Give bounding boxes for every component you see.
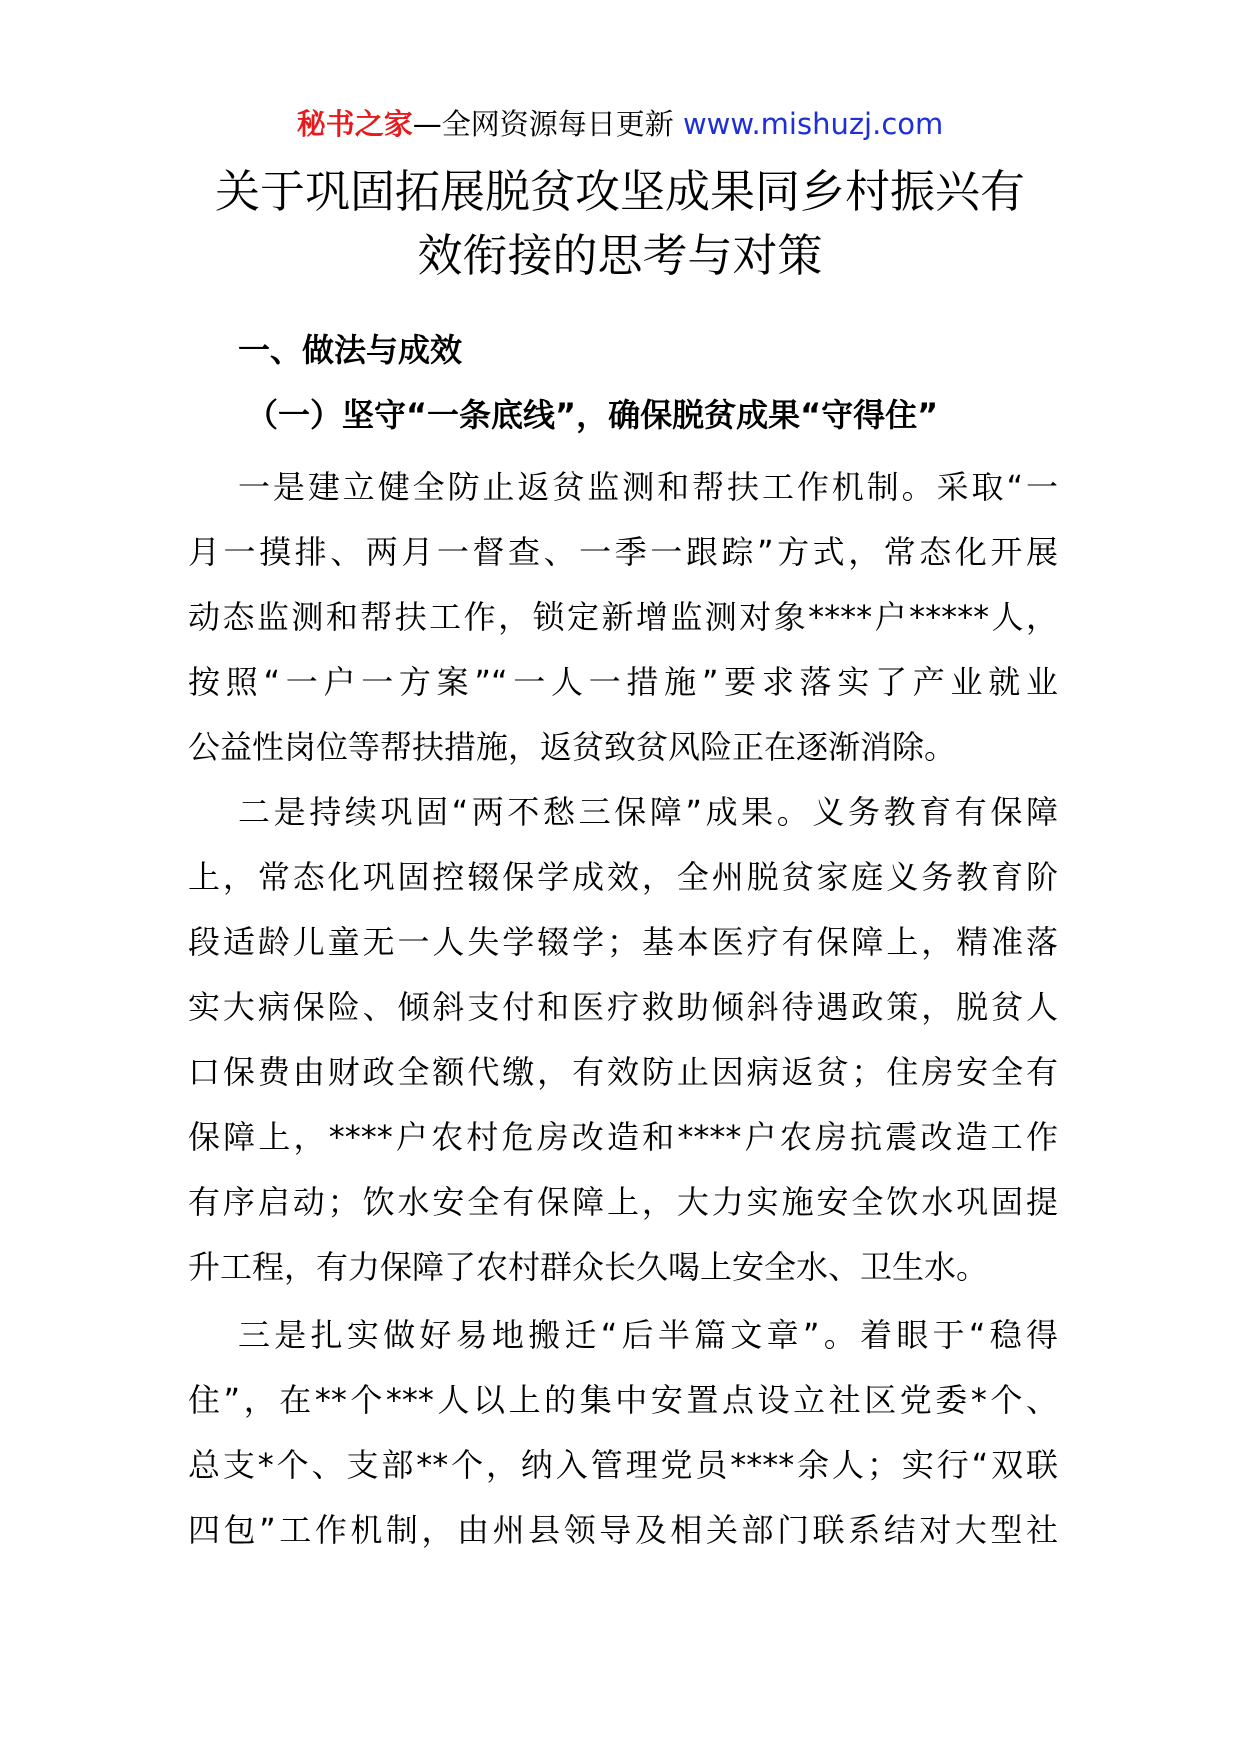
paragraph-line: 公益性岗位等帮扶措施，返贫致贫风险正在逐渐消除。 bbox=[188, 728, 957, 766]
paragraph-line: 段适龄儿童无一人失学辍学；基本医疗有保障上，精准落 bbox=[188, 923, 1058, 961]
site-banner bbox=[0, 102, 1240, 146]
subsection-heading: （一）坚守“一条底线”，确保脱贫成果“守得住” bbox=[246, 396, 939, 434]
paragraph-line: 动态监测和帮扶工作，锁定新增监测对象****户*****人， bbox=[188, 598, 1058, 636]
paragraph-line: 按照“一户一方案”“一人一措施”要求落实了产业就业 bbox=[188, 663, 1058, 701]
paragraph-line: 三是扎实做好易地搬迁“后半篇文章”。着眼于“稳得 bbox=[238, 1316, 1058, 1354]
paragraph-line: 实大病保险、倾斜支付和医疗救助倾斜待遇政策，脱贫人 bbox=[188, 988, 1058, 1026]
body-paragraph-1 bbox=[188, 455, 1058, 780]
paragraph-line: 口保费由财政全额代缴，有效防止因病返贫；住房安全有 bbox=[188, 1053, 1058, 1091]
paragraph-line: 有序启动；饮水安全有保障上，大力实施安全饮水巩固提 bbox=[188, 1183, 1058, 1221]
document-title bbox=[150, 160, 1090, 288]
title-line: 效衔接的思考与对策 bbox=[417, 229, 823, 282]
paragraph-line: 住”，在**个***人以上的集中安置点设立社区党委*个、 bbox=[188, 1381, 1058, 1419]
site-url[interactable]: www.mishuzj.com bbox=[673, 107, 944, 141]
paragraph-line: 上，常态化巩固控辍保学成效，全州脱贫家庭义务教育阶 bbox=[188, 858, 1058, 896]
body-paragraph-2 bbox=[188, 780, 1058, 1300]
section-heading: 一、做法与成效 bbox=[238, 331, 463, 369]
title-line: 关于巩固拓展脱贫攻坚成果同乡村振兴有 bbox=[214, 165, 1025, 218]
paragraph-line: 二是持续巩固“两不愁三保障”成果。义务教育有保障 bbox=[238, 793, 1058, 831]
paragraph-line: 升工程，有力保障了农村群众长久喝上安全水、卫生水。 bbox=[188, 1248, 989, 1286]
brand-name: 秘书之家 bbox=[296, 107, 413, 141]
body-paragraph-3 bbox=[188, 1303, 1058, 1563]
paragraph-line: 保障上，****户农村危房改造和****户农房抗震改造工作 bbox=[188, 1118, 1058, 1156]
brand-slogan: —全网资源每日更新 bbox=[412, 107, 674, 141]
paragraph-line: 四包”工作机制，由州县领导及相关部门联系结对大型社 bbox=[188, 1511, 1058, 1549]
paragraph-line: 一是建立健全防止返贫监测和帮扶工作机制。采取“一 bbox=[238, 468, 1058, 506]
paragraph-line: 总支*个、支部**个，纳入管理党员****余人；实行“双联 bbox=[188, 1446, 1058, 1484]
paragraph-line: 月一摸排、两月一督查、一季一跟踪”方式，常态化开展 bbox=[188, 533, 1058, 571]
